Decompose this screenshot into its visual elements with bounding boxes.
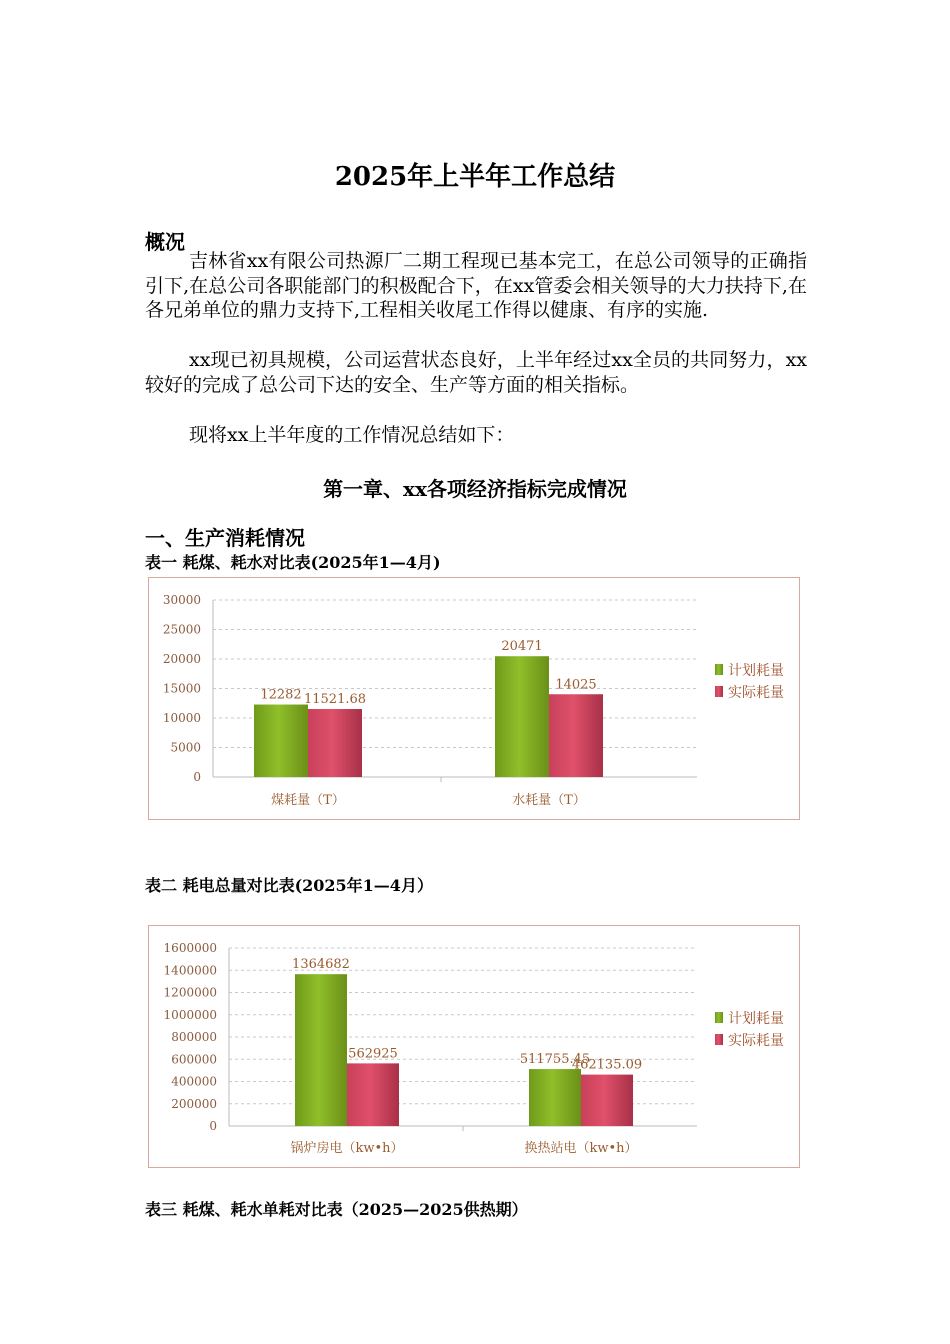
- legend-label: 实际耗量: [728, 685, 784, 701]
- data-label: 11521.68: [303, 692, 367, 708]
- chart-electricity-svg: [149, 926, 801, 1169]
- category-label: 水耗量（T）: [512, 793, 586, 808]
- category-label: 煤耗量（T）: [271, 793, 345, 808]
- data-label: 462135.09: [571, 1057, 643, 1073]
- category-label: 换热站电（kw•h）: [524, 1141, 638, 1156]
- paragraph-3: 现将xx上半年度的工作情况总结如下：: [189, 424, 515, 446]
- y-tick-label: 800000: [171, 1030, 217, 1044]
- y-tick-label: 0: [193, 770, 201, 784]
- y-tick-label: 5000: [170, 740, 201, 755]
- y-tick-label: 0: [209, 1119, 217, 1133]
- chart-electricity: [148, 925, 800, 1168]
- bar-plan: [254, 705, 308, 777]
- table-caption-3: 表三 耗煤、耗水单耗对比表（2025—2025供热期）: [145, 1200, 528, 1219]
- y-tick-label: 1600000: [163, 941, 217, 955]
- data-label: 14025: [555, 677, 597, 693]
- bar-plan: [295, 974, 347, 1126]
- chart-coal-water: [148, 577, 800, 820]
- bar-plan: [529, 1069, 581, 1126]
- data-label: 511755.45: [519, 1052, 591, 1068]
- section-heading: 一、生产消耗情况: [145, 526, 305, 550]
- paragraph-2: xx现已初具规模，公司运营状态良好，上半年经过xx全员的共同努力，xx较好的完成了总公司下达的安全、生产等方面的相关指标。: [145, 349, 807, 396]
- data-label: 20471: [501, 639, 543, 655]
- paragraph-1: 吉林省xx有限公司热源厂二期工程现已基本完工，在总公司领导的正确指引下,在总公司各职能部门的积极配合下，在xx管委会相关领导的大力扶持下,在各兄弟单位的鼎力支持下,工程相关收尾工作得以健康、有序的实施.: [145, 250, 807, 321]
- bar-actual: [347, 1063, 399, 1126]
- y-tick-label: 20000: [162, 652, 201, 666]
- bar-actual: [549, 694, 603, 777]
- y-tick-label: 1000000: [163, 1007, 217, 1022]
- data-label: 12282: [260, 687, 302, 703]
- data-label: 1364682: [292, 957, 350, 973]
- y-tick-label: 1400000: [163, 963, 217, 978]
- data-label: 562925: [348, 1046, 398, 1062]
- legend-swatch: [715, 686, 723, 697]
- y-tick-label: 200000: [171, 1096, 217, 1111]
- y-tick-label: 10000: [162, 711, 201, 725]
- legend-label: 计划耗量: [728, 663, 784, 679]
- table-caption-2: 表二 耗电总量对比表(2025年1—4月）: [145, 876, 433, 895]
- legend-label: 实际耗量: [728, 1033, 784, 1049]
- chapter-heading: 第一章、xx各项经济指标完成情况: [323, 477, 627, 501]
- y-tick-label: 15000: [162, 681, 201, 696]
- bar-actual: [581, 1075, 633, 1126]
- y-tick-label: 400000: [171, 1074, 217, 1089]
- y-tick-label: 30000: [162, 593, 201, 607]
- bar-plan: [495, 656, 549, 777]
- legend-swatch: [715, 1012, 723, 1023]
- y-tick-label: 1200000: [163, 985, 217, 1000]
- overview-heading: 概况: [145, 230, 185, 254]
- legend-swatch: [715, 664, 723, 675]
- chart-coal-water-svg: [149, 578, 801, 821]
- legend-swatch: [715, 1034, 723, 1045]
- table-caption-1: 表一 耗煤、耗水对比表(2025年1—4月): [145, 553, 441, 572]
- category-label: 锅炉房电（kw•h）: [290, 1141, 404, 1156]
- legend-label: 计划耗量: [728, 1011, 784, 1027]
- y-tick-label: 600000: [171, 1052, 217, 1067]
- page-title: 2025年上半年工作总结: [334, 162, 616, 192]
- y-tick-label: 25000: [162, 622, 201, 637]
- bar-actual: [308, 709, 362, 777]
